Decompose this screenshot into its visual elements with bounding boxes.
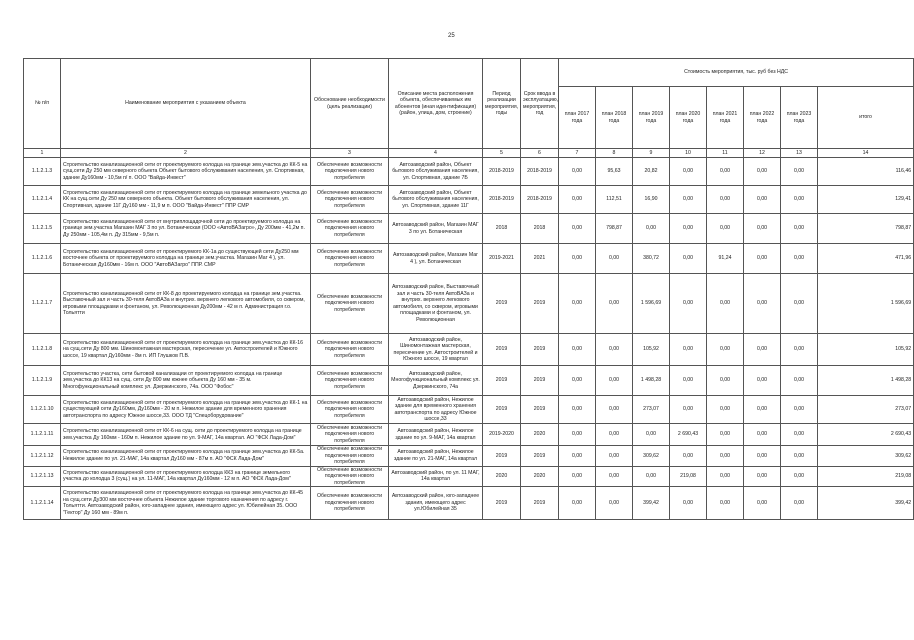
row-year-value: 0,00	[596, 446, 633, 467]
row-num: 1.1.2.1.9	[24, 366, 61, 396]
row-year-value: 0,00	[707, 487, 744, 520]
row-year-value: 0,00	[744, 466, 781, 487]
row-year-value: 0,00	[744, 487, 781, 520]
row-justification: Обеспечение возможности подключения нового потребителя	[311, 274, 389, 334]
row-period: 2019-2020	[483, 424, 521, 446]
row-year-value: 0,00	[559, 158, 596, 186]
row-year-value: 0,00	[596, 424, 633, 446]
row-year-value: 309,62	[633, 446, 670, 467]
row-location: Автозаводский район, юго-западнее здания, имеющего адрес ул.Юбилейная 35	[389, 487, 483, 520]
table-row	[24, 334, 914, 366]
row-name: Строительство канализационной сети от проектируемого КК-1а до существующей сети Ду250 мм восточнее объекта от проектируемого колодца на границе зем.участка. Магазин Маг 4 ), ул. Ботаническая Ду160мм - 16м п. ООО "АвтоВАЗагро" ППР. СМР	[61, 244, 311, 274]
row-num: 1.1.2.1.3	[24, 158, 61, 186]
row-location: Автозаводский район, Выставочный зал и часть 30-теля АвтоВАЗа и внутрих. верхнего легкового автомобиля, со сквером, игровыми площадками и фонтаном, ул. Революционная	[389, 274, 483, 334]
row-term: 2019	[521, 396, 559, 424]
row-year-value: 2 690,43	[670, 424, 707, 446]
column-number: 8	[596, 149, 633, 158]
row-year-value: 0,00	[781, 158, 818, 186]
row-justification: Обеспечение возможности подключения нового потребителя	[311, 244, 389, 274]
row-total: 2 690,43	[818, 424, 914, 446]
header-total: итого	[818, 87, 914, 149]
row-period: 2020	[483, 466, 521, 487]
header-term: Срок ввода в эксплуатацию, мероприятия, год	[521, 59, 559, 149]
row-year-value: 0,00	[559, 487, 596, 520]
table-row	[24, 244, 914, 274]
table-row	[24, 274, 914, 334]
column-number: 7	[559, 149, 596, 158]
row-term: 2019	[521, 487, 559, 520]
table-row	[24, 446, 914, 467]
table-row	[24, 158, 914, 186]
row-year-value: 0,00	[744, 424, 781, 446]
row-location: Автозаводский район, Нежилое здание по ул. 21-МАГ, 14а квартал	[389, 446, 483, 467]
row-term: 2018-2019	[521, 186, 559, 214]
row-location: Автозаводский район, Магазин МАГ 3 по ул. Ботаническая	[389, 214, 483, 244]
row-period: 2019	[483, 366, 521, 396]
row-year-value: 0,00	[559, 244, 596, 274]
row-total: 798,87	[818, 214, 914, 244]
row-year-value: 0,00	[559, 366, 596, 396]
row-year-value: 0,00	[744, 334, 781, 366]
row-year-value: 0,00	[781, 396, 818, 424]
column-number: 3	[311, 149, 389, 158]
row-year-value: 273,07	[633, 396, 670, 424]
row-period: 2019	[483, 487, 521, 520]
row-name: Строительство канализационной сети от внутриплощадочной сети до проектируемого колодца на границе зем.участка Магазин МАГ 3 по ул. Ботаническая (ООО «АвтоВАЗагро», Ду 200мм - 41,2м п. Ду 250мм - 105,4м п. Ду 315мм - 9,5м п.	[61, 214, 311, 244]
row-name: Строительство канализационной сети от проектируемого колодца на границе зем.участка до КК-5 на сущ.сети Ду 250 мм северного объекта Объект бытового обслуживания населения, ул. Спортивная, здание Ду160мм - 10,5м п/ п. ООО "Вайда-Инвест"	[61, 158, 311, 186]
row-total: 309,62	[818, 446, 914, 467]
row-year-value: 0,00	[633, 466, 670, 487]
row-num: 1.1.2.1.10	[24, 396, 61, 424]
row-name: Строительство канализационной сети от проектируемого колодца на границе зем.участка до КК-5а. Нежилое здание по ул. 21-МАГ, 14а квартал Ду160 мм - 87м п. АО "ФСК Лада-Дом"	[61, 446, 311, 467]
row-total: 1 498,28	[818, 366, 914, 396]
row-year-value: 0,00	[707, 366, 744, 396]
table-row	[24, 466, 914, 487]
row-year-value: 0,00	[707, 466, 744, 487]
column-number: 12	[744, 149, 781, 158]
row-name: Строительство канализационной сети от проектируемого колодца на границе зем.участка до КК-16 на сущ.сети Ду 800 мм. Шиномонтажная мастерская, пересечение ул. Автостроителей и Южного шоссе, 19 квартал Ду160мм - 8м п. ИП Глушков П.В.	[61, 334, 311, 366]
row-year-value: 0,00	[559, 446, 596, 467]
header-year: план 2018 года	[596, 87, 633, 149]
row-year-value: 0,00	[596, 274, 633, 334]
row-num: 1.1.2.1.11	[24, 424, 61, 446]
row-year-value: 0,00	[670, 334, 707, 366]
row-num: 1.1.2.1.7	[24, 274, 61, 334]
row-year-value: 0,00	[559, 274, 596, 334]
row-year-value: 91,24	[707, 244, 744, 274]
row-period: 2018-2019	[483, 186, 521, 214]
row-term: 2021	[521, 244, 559, 274]
row-year-value: 95,63	[596, 158, 633, 186]
row-total: 105,92	[818, 334, 914, 366]
row-year-value: 112,51	[596, 186, 633, 214]
row-year-value: 0,00	[707, 274, 744, 334]
row-year-value: 0,00	[781, 334, 818, 366]
row-term: 2020	[521, 424, 559, 446]
row-year-value: 0,00	[707, 334, 744, 366]
row-year-value: 0,00	[781, 274, 818, 334]
column-number: 2	[61, 149, 311, 158]
table-row	[24, 186, 914, 214]
header-num: № п/п	[24, 59, 61, 149]
row-period: 2018	[483, 214, 521, 244]
row-total: 273,07	[818, 396, 914, 424]
row-year-value: 0,00	[670, 186, 707, 214]
row-year-value: 0,00	[670, 158, 707, 186]
row-num: 1.1.2.1.5	[24, 214, 61, 244]
row-year-value: 0,00	[781, 244, 818, 274]
table-row	[24, 396, 914, 424]
column-number: 14	[818, 149, 914, 158]
row-year-value: 380,72	[633, 244, 670, 274]
row-year-value: 0,00	[559, 424, 596, 446]
row-year-value: 0,00	[781, 214, 818, 244]
row-year-value: 0,00	[781, 446, 818, 467]
row-location: Автозаводский район, по ул. 11 МАГ, 14а квартал	[389, 466, 483, 487]
row-year-value: 0,00	[670, 446, 707, 467]
row-total: 129,41	[818, 186, 914, 214]
row-year-value: 0,00	[596, 487, 633, 520]
row-year-value: 0,00	[781, 487, 818, 520]
row-term: 2019	[521, 366, 559, 396]
row-total: 471,96	[818, 244, 914, 274]
row-year-value: 399,42	[633, 487, 670, 520]
header-year: план 2020 года	[670, 87, 707, 149]
row-year-value: 0,00	[781, 186, 818, 214]
column-number: 13	[781, 149, 818, 158]
row-year-value: 0,00	[596, 396, 633, 424]
row-year-value: 0,00	[670, 274, 707, 334]
row-term: 2019	[521, 446, 559, 467]
row-location: Автозаводский район, Объект бытового обслуживания населения, ул. Спортивная, здание 7Б	[389, 158, 483, 186]
row-term: 2019	[521, 334, 559, 366]
row-justification: Обеспечение возможности подключения нового потребителя	[311, 396, 389, 424]
row-year-value: 0,00	[596, 466, 633, 487]
row-name: Строительство канализационной сети от проектируемого колодца на границе зем.участка до КК-45 на сущ.сети Ду300 мм восточнее объекта Нежилое здание торгового назначения по адресу г. Тольятти. Автозаводский район, юго-западнее здания, имеющего адрес ул. Юбилейная 35. ООО "Гектор" Ду 160 мм - 89м п.	[61, 487, 311, 520]
row-term: 2020	[521, 466, 559, 487]
row-year-value: 105,92	[633, 334, 670, 366]
row-year-value: 0,00	[744, 186, 781, 214]
row-justification: Обеспечение возможности подключения нового потребителя	[311, 334, 389, 366]
row-justification: Обеспечение возможности подключения нового потребителя	[311, 466, 389, 487]
row-total: 116,46	[818, 158, 914, 186]
row-justification: Обеспечение возможности подключения нового потребителя	[311, 214, 389, 244]
row-num: 1.1.2.1.12	[24, 446, 61, 467]
row-name: Строительство канализационной сети от проектируемого колодца КК3 на границе земельного участка до колодца 3 (сущ.) на ул. 11-МАГ, 14а квартал Ду160мм - 12 м п. АО "ФСК Лада-Дом"	[61, 466, 311, 487]
row-period: 2019-2021	[483, 244, 521, 274]
row-year-value: 0,00	[707, 186, 744, 214]
row-year-value: 0,00	[744, 446, 781, 467]
header-year: план 2022 года	[744, 87, 781, 149]
row-year-value: 0,00	[559, 396, 596, 424]
row-justification: Обеспечение возможности подключения нового потребителя	[311, 158, 389, 186]
row-year-value: 219,08	[670, 466, 707, 487]
row-year-value: 0,00	[633, 424, 670, 446]
row-num: 1.1.2.1.14	[24, 487, 61, 520]
row-year-value: 0,00	[670, 396, 707, 424]
row-year-value: 0,00	[596, 334, 633, 366]
row-location: Автозаводский район, Нежилое здание для временного хранения автотранспорта по адресу Южное шоссе,33	[389, 396, 483, 424]
row-total: 219,08	[818, 466, 914, 487]
row-year-value: 1 596,69	[633, 274, 670, 334]
row-year-value: 0,00	[670, 366, 707, 396]
table-row	[24, 214, 914, 244]
row-term: 2018	[521, 214, 559, 244]
column-number: 5	[483, 149, 521, 158]
row-year-value: 0,00	[707, 424, 744, 446]
row-num: 1.1.2.1.4	[24, 186, 61, 214]
row-year-value: 0,00	[596, 366, 633, 396]
row-name: Строительство канализационной сети от КК-8 до проектируемого колодца на границе зем.участка. Выставочный зал и часть 30-теля АвтоВАЗа и внутрих. верхнего легкового автомобиля, со сквером, игровыми площадками и фонтаном, ул. Революционная Ду200мм - 42 м п. Администрация г.о. Тольятти	[61, 274, 311, 334]
row-term: 2018-2019	[521, 158, 559, 186]
row-period: 2019	[483, 274, 521, 334]
row-year-value: 0,00	[744, 274, 781, 334]
row-location: Автозаводский район, Магазин Маг 4 ), ул. Ботаническая	[389, 244, 483, 274]
column-number: 1	[24, 149, 61, 158]
row-justification: Обеспечение возможности подключения нового потребителя	[311, 424, 389, 446]
header-location: Описание места расположения объекта, обеспечиваемых им абонентов (иная идентификация) (район, улица, дом, строение)	[389, 59, 483, 149]
column-number: 6	[521, 149, 559, 158]
row-name: Строительство канализационной сети от проектируемого колодца на границе зем.участка до КК-1 на существующей сети Ду160мм, Ду160мм - 20 м п. Нежилое здание для временного хранения автотранспорта по адресу Южное шоссе,33. ООО ТД "Спецоборудование"	[61, 396, 311, 424]
row-location: Автозаводский район, Нежилое здание по ул. 9-МАГ, 14а квартал	[389, 424, 483, 446]
row-year-value: 0,00	[596, 244, 633, 274]
table-row	[24, 424, 914, 446]
header-cost-group: Стоимость мероприятия, тыс. руб без НДС	[559, 59, 914, 87]
column-number: 11	[707, 149, 744, 158]
row-year-value: 0,00	[707, 396, 744, 424]
investment-table	[23, 58, 914, 520]
table-row	[24, 487, 914, 520]
row-year-value: 798,87	[596, 214, 633, 244]
row-justification: Обеспечение возможности подключения нового потребителя	[311, 186, 389, 214]
row-justification: Обеспечение возможности подключения нового потребителя	[311, 487, 389, 520]
row-total: 1 596,69	[818, 274, 914, 334]
header-justification: Обоснование необходимости (цель реализации)	[311, 59, 389, 149]
row-year-value: 0,00	[744, 396, 781, 424]
row-year-value: 1 498,28	[633, 366, 670, 396]
row-location: Автозаводский район, Шиномонтажная мастерская, пересечение ул. Автостроителей и Южного шоссе, 19 квартал	[389, 334, 483, 366]
row-num: 1.1.2.1.8	[24, 334, 61, 366]
row-period: 2019	[483, 396, 521, 424]
header-year: план 2021 года	[707, 87, 744, 149]
row-year-value: 0,00	[670, 244, 707, 274]
row-year-value: 20,82	[633, 158, 670, 186]
header-year: план 2019 года	[633, 87, 670, 149]
row-total: 399,42	[818, 487, 914, 520]
row-name: Строительство канализационной сети от проектируемого колодца на границе земельного участка до КК на сущ.сети Ду 250 мм северного объекта. Объект бытового обслуживания населения, ул. Спортивная, здание 11Г Ду160 мм - 11,9 м п. ООО "Вайда-Инвест" ППР СМР	[61, 186, 311, 214]
row-period: 2019	[483, 334, 521, 366]
header-period: Период реализации мероприятия, годы	[483, 59, 521, 149]
row-location: Автозаводский район, Объект бытового обслуживания населения, ул. Спортивная, здание 11Г	[389, 186, 483, 214]
row-period: 2019	[483, 446, 521, 467]
row-year-value: 0,00	[744, 214, 781, 244]
row-year-value: 0,00	[559, 214, 596, 244]
column-number: 4	[389, 149, 483, 158]
row-year-value: 0,00	[670, 487, 707, 520]
header-year: план 2017 года	[559, 87, 596, 149]
column-number: 10	[670, 149, 707, 158]
page-number: 25	[448, 33, 455, 39]
row-period: 2018-2019	[483, 158, 521, 186]
row-year-value: 0,00	[781, 366, 818, 396]
row-year-value: 16,90	[633, 186, 670, 214]
row-year-value: 0,00	[707, 446, 744, 467]
row-name: Строительство участка, сети бытовой канализации от проектируемого колодца на границе зем.участка до КК13 на сущ. сети Ду 800 мм южнее объекта Ду 160 мм - 35 м. Многофункциональный комплекс ул. Дзержинского, 74а. ООО "Фобос"	[61, 366, 311, 396]
row-year-value: 0,00	[707, 158, 744, 186]
row-year-value: 0,00	[633, 214, 670, 244]
row-year-value: 0,00	[670, 214, 707, 244]
header-year: план 2023 года	[781, 87, 818, 149]
row-num: 1.1.2.1.6	[24, 244, 61, 274]
row-year-value: 0,00	[707, 214, 744, 244]
row-year-value: 0,00	[559, 466, 596, 487]
row-year-value: 0,00	[744, 244, 781, 274]
row-justification: Обеспечение возможности подключения нового потребителя	[311, 366, 389, 396]
row-location: Автозаводский район, Многофункциональный комплекс ул. Дзержинского, 74а	[389, 366, 483, 396]
column-number: 9	[633, 149, 670, 158]
row-year-value: 0,00	[744, 158, 781, 186]
row-year-value: 0,00	[781, 466, 818, 487]
row-name: Строительство канализационной сети от КК-6 на сущ. сети до проектируемого колодца на границе зем.участка Ду 160мм - 160м п. Нежилое здание по ул. 9-МАГ, 14а квартал. АО "ФСК Лада-Дом"	[61, 424, 311, 446]
row-justification: Обеспечение возможности подключения нового потребителя	[311, 446, 389, 467]
header-name: Наименование мероприятия с указанием объекта	[61, 59, 311, 149]
row-year-value: 0,00	[559, 186, 596, 214]
row-year-value: 0,00	[744, 366, 781, 396]
row-year-value: 0,00	[781, 424, 818, 446]
row-year-value: 0,00	[559, 334, 596, 366]
row-num: 1.1.2.1.13	[24, 466, 61, 487]
table-row	[24, 366, 914, 396]
row-term: 2019	[521, 274, 559, 334]
